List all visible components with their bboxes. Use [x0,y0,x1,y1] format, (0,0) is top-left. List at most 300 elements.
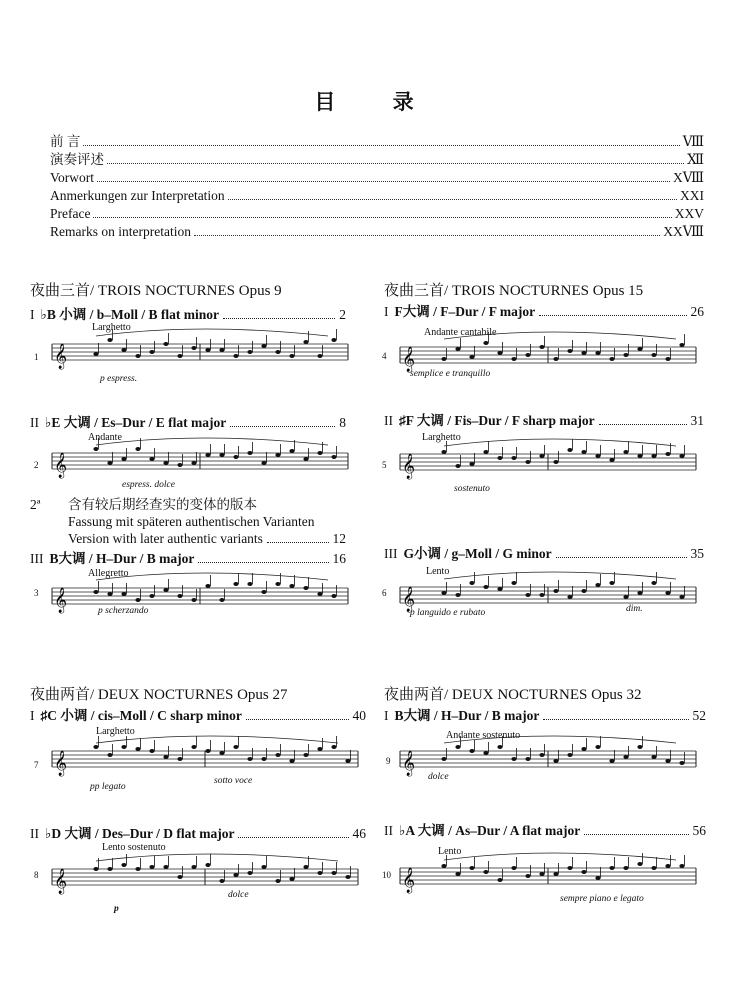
slur [96,438,328,445]
note-head [205,453,210,457]
piece-heading[interactable] [384,704,706,724]
toc-entry-label: Anmerkungen zur Interpretation [50,188,225,203]
music-incipit [378,432,708,496]
note-head [679,454,684,458]
note-head [497,456,502,460]
note-head [651,454,656,458]
toc-entry-page: XXⅧ [663,224,704,239]
note-head [469,749,474,753]
note-head [455,872,460,876]
toc-entry[interactable] [50,150,704,168]
note-head [469,866,474,870]
toc-entry[interactable] [50,168,704,186]
slur [444,439,676,446]
piece-number: II [384,413,393,428]
note-head [441,864,446,868]
tempo-marking: Andante sostenuto [446,730,521,741]
piece-number: III [384,546,398,561]
toc-entry[interactable] [50,132,704,150]
note-head [511,581,516,585]
note-head [567,866,572,870]
note-head [679,343,684,347]
note-head [581,450,586,454]
note-head [233,455,238,459]
note-head [609,759,614,763]
note-head [497,745,502,749]
note-head [469,581,474,585]
note-head [163,865,168,869]
note-head [665,864,670,868]
note-head [331,745,336,749]
clef-icon: 𝄞 [402,868,416,893]
variant-en: Version with later authentic variants [68,531,263,546]
note-head [525,353,530,357]
example-number: 10 [382,870,391,880]
note-head [149,865,154,869]
note-head [303,865,308,869]
music-incipit [30,726,370,798]
note-head [567,595,572,599]
piece-heading[interactable] [384,819,706,839]
note-head [651,581,656,585]
note-head [455,593,460,597]
tempo-marking: Larghetto [422,432,461,443]
note-head [205,348,210,352]
note-head [205,863,210,867]
piece-page: 16 [332,551,346,566]
note-head [665,591,670,595]
note-head [149,457,154,461]
set-title-opus27: 夜曲两首/ DEUX NOCTURNES Opus 27 [30,687,288,703]
note-head [609,866,614,870]
piece-heading[interactable] [30,411,346,431]
note-head [121,863,126,867]
note-head [149,749,154,753]
note-head [483,751,488,755]
note-head [247,757,252,761]
staff-lines [378,846,708,910]
note-head [331,338,336,342]
note-head [289,354,294,358]
note-head [191,461,196,465]
note-head [623,755,628,759]
note-head [497,587,502,591]
note-head [525,460,530,464]
note-head [247,871,252,875]
set-title-opus32: 夜曲两首/ DEUX NOCTURNES Opus 32 [384,687,642,703]
note-head [595,745,600,749]
note-head [219,348,224,352]
clef-icon: 𝄞 [54,751,68,776]
note-head [497,878,502,882]
piece-number: II [30,415,39,430]
note-head [303,340,308,344]
toc-entry-label: Vorwort [50,170,95,185]
note-head [651,755,656,759]
variant-note [30,496,370,547]
note-head [553,589,558,593]
note-head [107,753,112,757]
toc-entry-page: Ⅻ [687,152,704,167]
note-head [149,350,154,354]
piece-number: III [30,551,44,566]
staff-lines [30,432,360,492]
example-number: 3 [34,588,39,598]
note-head [553,759,558,763]
music-incipit [30,432,360,492]
piece-page: 8 [339,415,346,430]
example-number: 2 [34,460,39,470]
piece-heading[interactable] [30,822,366,842]
note-head [539,454,544,458]
clef-icon: 𝄞 [54,869,68,894]
piece-heading[interactable] [30,704,366,724]
note-head [539,593,544,597]
slur [444,853,676,860]
note-head [289,877,294,881]
leader-dots [198,562,328,563]
expression-marking: dim. [626,604,643,614]
clef-icon: 𝄞 [54,344,68,369]
note-head [247,451,252,455]
note-head [483,585,488,589]
expression-marking: sotto voce [214,776,253,786]
note-head [623,450,628,454]
note-head [303,457,308,461]
note-head [135,354,140,358]
leader-dots [107,163,684,164]
note-head [317,451,322,455]
piece-number: I [30,708,35,723]
note-head [483,870,488,874]
leader-dots [93,217,671,218]
note-head [581,747,586,751]
note-head [135,867,140,871]
note-head [483,341,488,345]
music-incipit [30,568,360,626]
clef-icon: 𝄞 [54,453,68,478]
slur [96,329,328,336]
leader-dots [246,719,349,720]
piece-page: 56 [692,823,706,838]
note-head [275,350,280,354]
note-head [665,357,670,361]
note-head [177,875,182,879]
note-head [233,582,238,586]
note-head [317,354,322,358]
note-head [441,357,446,361]
note-head [135,447,140,451]
note-head [331,871,336,875]
note-head [163,755,168,759]
expression-marking: pp legato [90,782,126,792]
piece-key: ♯C 小调 / cis–Moll / C sharp minor [40,708,242,723]
piece-page: 26 [690,304,704,319]
piece-key: ♭B 小调 / b–Moll / B flat minor [40,307,219,322]
note-head [163,588,168,592]
piece-number: I [30,307,35,322]
note-head [623,866,628,870]
leader-dots [228,199,677,200]
piece-number: I [384,304,389,319]
set-title-opus15: 夜曲三首/ TROIS NOCTURNES Opus 15 [384,283,644,299]
note-head [679,864,684,868]
leader-dots [194,235,660,236]
piece-heading[interactable] [384,409,704,429]
note-head [275,582,280,586]
example-number: 9 [386,756,391,766]
piece-key: F大调 / F–Dur / F major [394,304,536,319]
music-incipit [30,322,360,386]
note-head [567,753,572,757]
piece-key: ♭A 大调 / As–Dur / A flat major [399,823,581,838]
expression-marking: espress. dolce [122,480,175,490]
tempo-marking: Lento sostenuto [102,842,166,853]
note-head [511,357,516,361]
note-head [483,450,488,454]
note-head [595,454,600,458]
slur [96,736,338,743]
note-head [107,592,112,596]
slur [444,572,676,579]
note-head [275,753,280,757]
example-number: 1 [34,352,39,362]
note-head [455,347,460,351]
note-head [219,598,224,602]
page-title: 目 录 [314,90,440,114]
note-head [497,351,502,355]
toc-entry[interactable] [50,222,704,240]
piece-key: ♭D 大调 / Des–Dur / D flat major [45,826,235,841]
note-head [637,591,642,595]
piece-number: I [384,708,389,723]
note-head [553,460,558,464]
note-head [261,344,266,348]
tempo-marking: Larghetto [92,322,131,333]
piece-page: 31 [690,413,704,428]
note-head [455,464,460,468]
expression-marking: sempre piano e legato [560,894,644,904]
note-head [665,759,670,763]
note-head [345,759,350,763]
note-head [289,759,294,763]
music-incipit [378,327,708,385]
note-head [679,761,684,765]
clef-icon: 𝄞 [402,751,416,776]
note-head [331,455,336,459]
piece-page: 46 [352,826,366,841]
note-head [637,745,642,749]
leader-dots [584,834,688,835]
example-number: 8 [34,870,39,880]
tempo-marking: Andante [88,432,122,443]
expression-marking: p languido e rubato [410,608,486,618]
clef-icon: 𝄞 [402,454,416,479]
piece-number: II [30,826,39,841]
note-head [261,590,266,594]
note-head [581,870,586,874]
piece-heading[interactable] [30,547,346,567]
piece-key: B大调 / H–Dur / B major [394,708,540,723]
note-head [553,872,558,876]
note-head [525,593,530,597]
note-head [679,595,684,599]
clef-icon: 𝄞 [402,587,416,612]
leader-dots [543,719,688,720]
note-head [317,592,322,596]
note-head [539,345,544,349]
toc-list [50,132,704,244]
note-head [595,351,600,355]
toc-entry-label: 演奏评述 [50,152,104,167]
piece-heading[interactable] [384,300,704,320]
note-head [93,447,98,451]
note-head [345,875,350,879]
note-head [511,866,516,870]
note-head [567,448,572,452]
staff-lines [30,568,360,626]
tempo-marking: Larghetto [96,726,135,737]
note-head [651,866,656,870]
staff-lines [30,322,360,386]
leader-dots [223,318,335,319]
example-number: 4 [382,351,387,361]
piece-key: ♯F 大调 / Fis–Dur / F sharp major [399,413,595,428]
note-head [609,357,614,361]
staff-lines [30,842,370,920]
note-head [553,357,558,361]
tempo-marking: Lento [438,846,462,857]
toc-entry[interactable] [50,204,704,222]
staff-lines [30,726,370,798]
piece-heading[interactable] [384,542,704,562]
note-head [637,862,642,866]
note-head [441,591,446,595]
note-head [581,589,586,593]
note-head [289,449,294,453]
note-head [261,865,266,869]
piece-page: 2 [339,307,346,322]
piece-heading[interactable] [30,303,346,323]
leader-dots [238,837,348,838]
example-number: 5 [382,460,387,470]
note-head [121,348,126,352]
note-head [163,342,168,346]
music-incipit [378,846,708,910]
note-head [441,757,446,761]
note-head [317,747,322,751]
note-head [275,453,280,457]
note-head [651,353,656,357]
toc-entry-label: Preface [50,206,91,221]
note-head [149,594,154,598]
note-head [93,867,98,871]
note-head [205,749,210,753]
note-head [525,757,530,761]
tempo-marking: Andante cantabile [424,327,497,338]
note-head [289,584,294,588]
piece-key: B大调 / H–Dur / B major [49,551,195,566]
toc-entry-label: Remarks on interpretation [50,224,191,239]
expression-marking: p scherzando [98,606,149,616]
note-head [511,456,516,460]
note-head [233,873,238,877]
clef-icon: 𝄞 [402,347,416,372]
tempo-marking: Allegretto [88,568,129,579]
variant-number: 2ª [30,497,41,512]
variant-en-row[interactable] [30,530,346,547]
leader-dots [83,145,679,146]
expression-marking: dolce [428,772,449,782]
toc-entry-label: 前 言 [50,134,81,149]
note-head [455,745,460,749]
note-head [177,594,182,598]
piece-page: 52 [692,708,706,723]
leader-dots [267,542,329,543]
leader-dots [599,424,687,425]
piece-key: ♭E 大调 / Es–Dur / E flat major [45,415,227,430]
note-head [121,457,126,461]
music-incipit [378,730,708,790]
note-head [121,592,126,596]
note-head [107,867,112,871]
note-head [93,745,98,749]
expression-marking: p [114,904,119,914]
note-head [135,598,140,602]
note-head [191,598,196,602]
slur [96,573,328,580]
note-head [163,461,168,465]
note-head [637,347,642,351]
piece-key: G小调 / g–Moll / G minor [403,546,552,561]
note-head [595,583,600,587]
example-number: 6 [382,588,387,598]
clef-icon: 𝄞 [54,588,68,613]
variant-zh: 含有较后期经查实的变体的版本 [68,497,257,512]
note-head [247,350,252,354]
note-head [93,590,98,594]
leader-dots [230,426,335,427]
note-head [247,582,252,586]
variant-de: Fassung mit späteren authentischen Varianten [68,514,315,529]
note-head [191,745,196,749]
note-head [525,874,530,878]
note-head [177,354,182,358]
note-head [609,458,614,462]
example-number: 7 [34,760,39,770]
note-head [539,753,544,757]
note-head [469,355,474,359]
note-head [191,346,196,350]
note-head [261,757,266,761]
note-head [205,584,210,588]
toc-entry-page: XⅧ [672,170,704,185]
note-head [233,745,238,749]
note-head [107,338,112,342]
note-head [511,757,516,761]
note-head [441,450,446,454]
toc-entry-page: XXV [674,206,704,221]
piece-number: II [384,823,393,838]
expression-marking: semplice e tranquillo [410,369,491,379]
expression-marking: dolce [228,890,249,900]
note-head [303,586,308,590]
toc-entry[interactable] [50,186,704,204]
slur [96,854,338,861]
expression-marking: sostenuto [454,484,490,494]
note-head [637,454,642,458]
tempo-marking: Lento [426,566,450,577]
